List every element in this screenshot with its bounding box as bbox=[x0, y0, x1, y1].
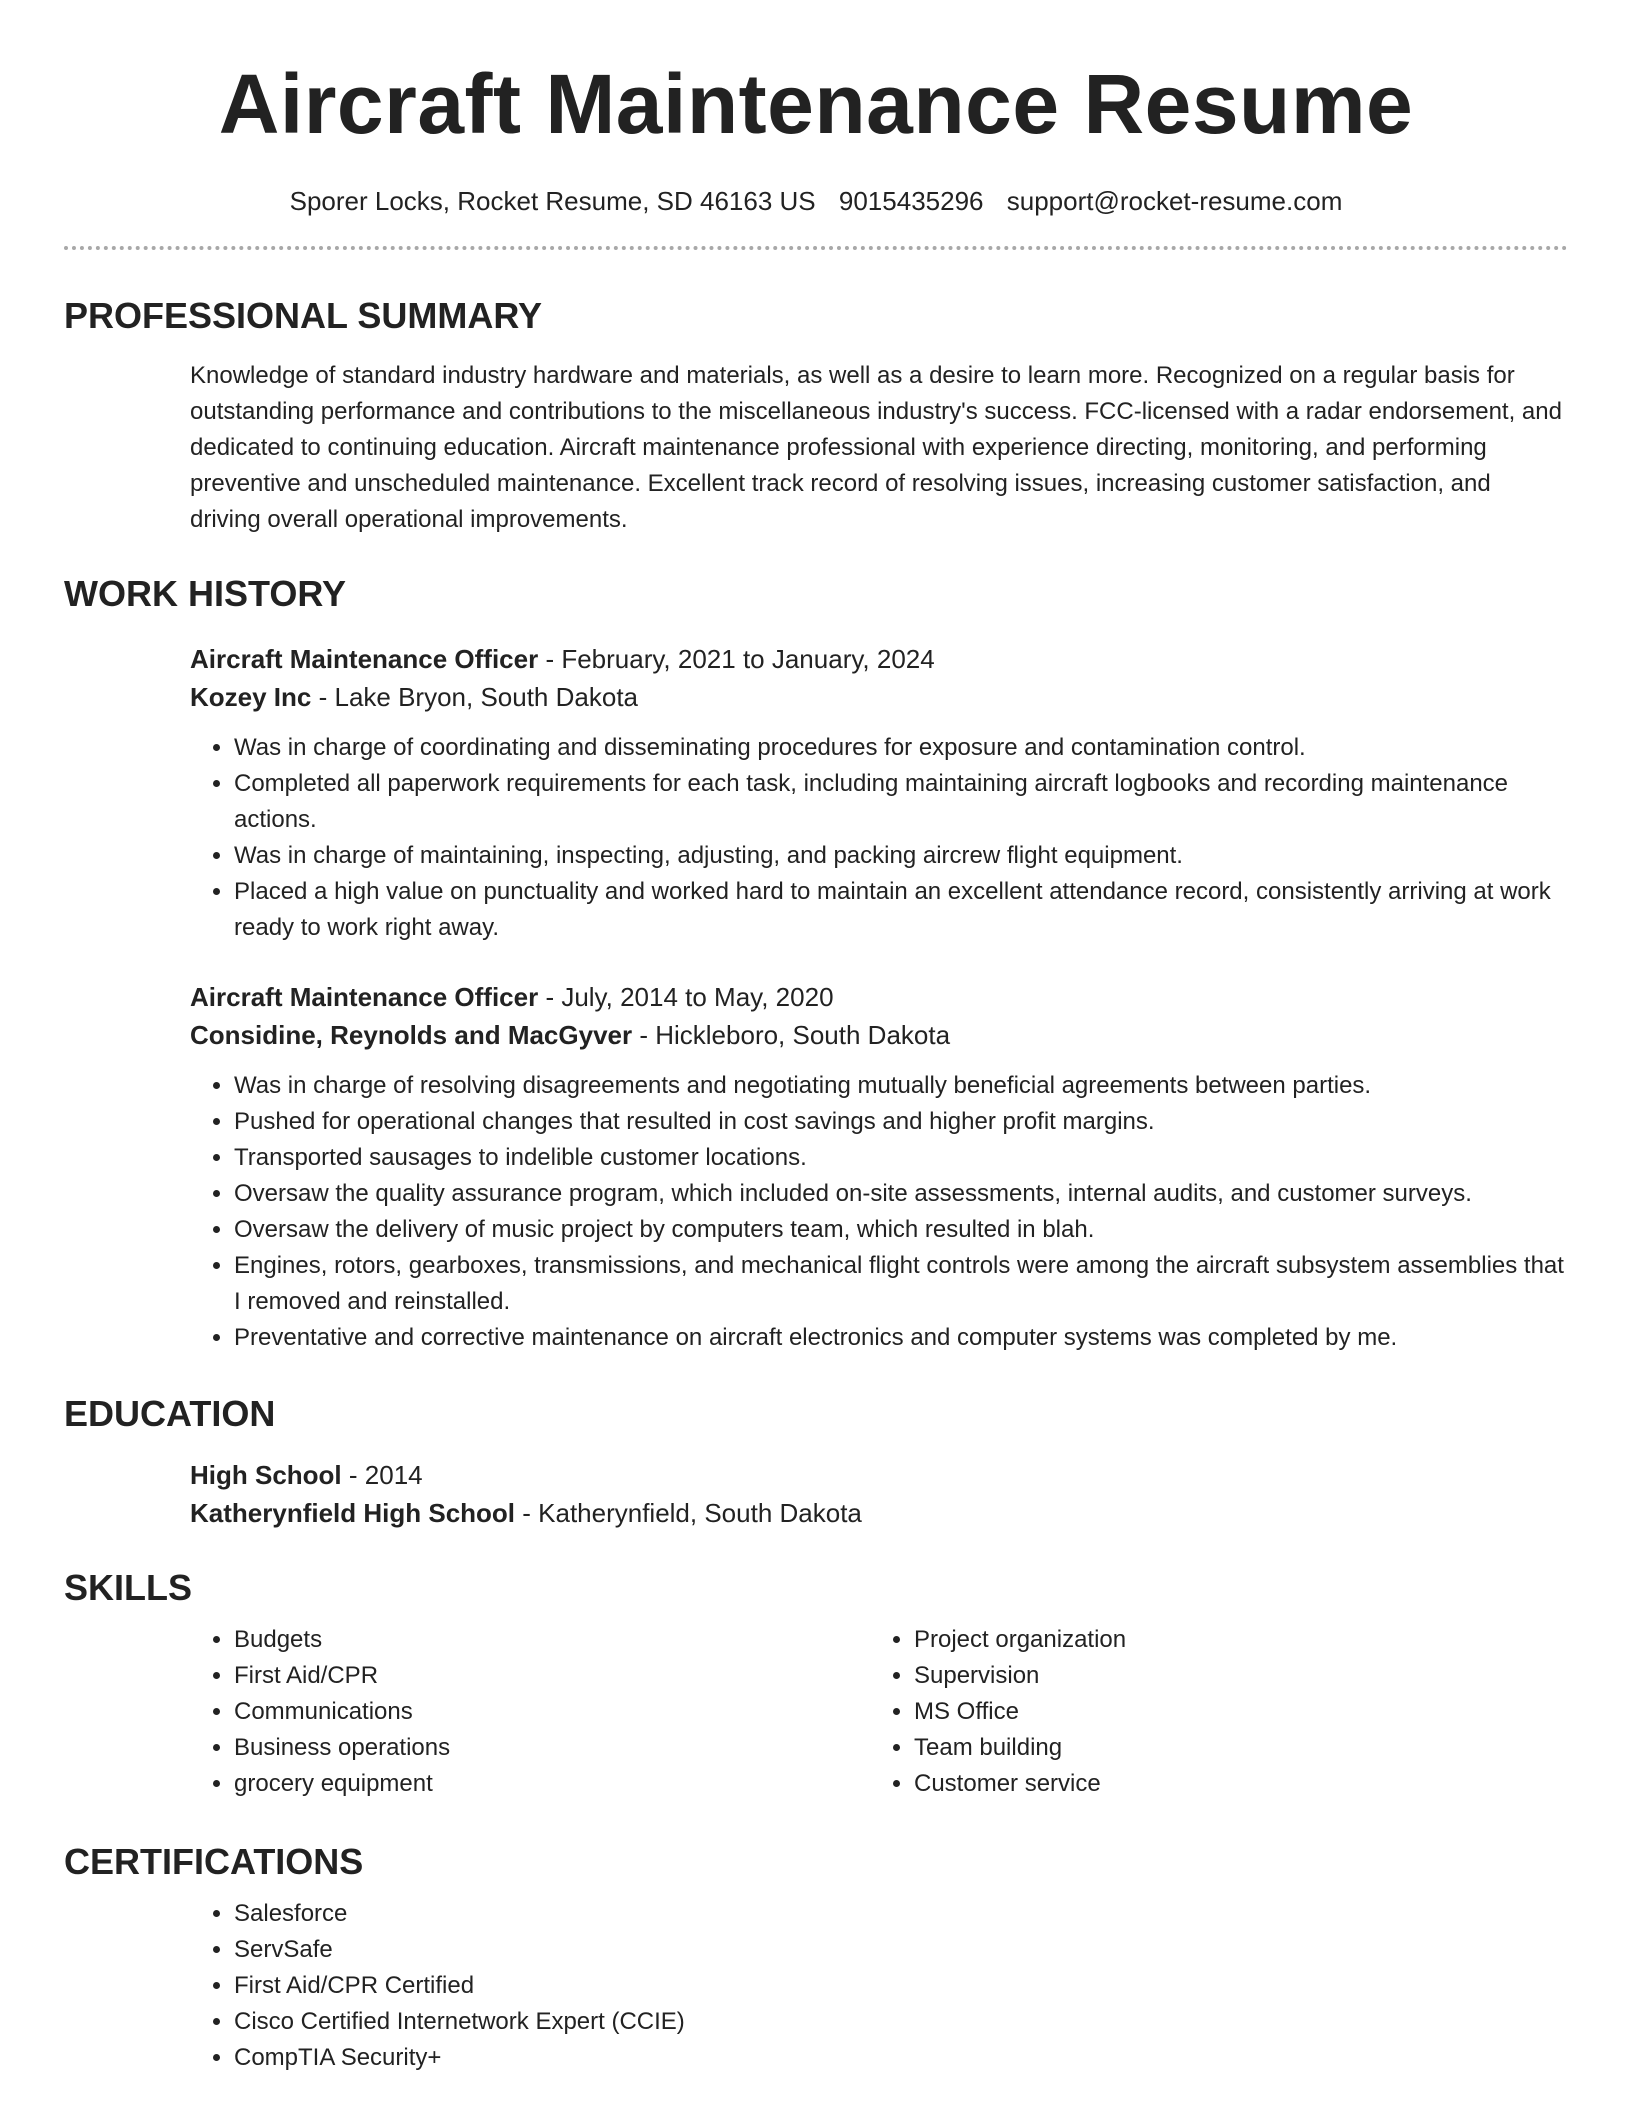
skills-grid bbox=[190, 1622, 1568, 1802]
header-divider bbox=[64, 246, 1568, 250]
certifications-heading: CERTIFICATIONS bbox=[64, 1841, 364, 1882]
skills-column-left bbox=[190, 1622, 870, 1802]
skills-list bbox=[190, 1622, 870, 1802]
education-year: - 2014 bbox=[341, 1460, 423, 1490]
job-entry bbox=[190, 978, 1568, 1356]
certifications bbox=[190, 1896, 1568, 2076]
skills-column-right bbox=[870, 1622, 1550, 1802]
list-item: • Pushed for operational changes that resulted in cost savings and higher profit margins. bbox=[234, 1104, 1568, 1140]
job-location: - Lake Bryon, South Dakota bbox=[311, 682, 638, 712]
list-item: • Preventative and corrective maintenance on aircraft electronics and computer systems was completed by me. bbox=[234, 1320, 1568, 1356]
list-item: • CompTIA Security+ bbox=[234, 2040, 1568, 2076]
list-item: • Customer service bbox=[914, 1766, 1550, 1802]
job-title-line bbox=[190, 640, 1568, 678]
work-history-heading: WORK HISTORY bbox=[64, 573, 347, 614]
list-item: • Budgets bbox=[234, 1622, 870, 1658]
list-item: • Engines, rotors, gearboxes, transmissions, and mechanical flight controls were among the aircraft subsystem assemblies that I removed and reinstalled. bbox=[234, 1248, 1568, 1320]
education-school-line bbox=[190, 1494, 1568, 1532]
job-entry bbox=[190, 640, 1568, 946]
education-entry bbox=[190, 1456, 1568, 1532]
resume-title: Aircraft Maintenance Resume bbox=[218, 57, 1414, 151]
list-item: • Supervision bbox=[914, 1658, 1550, 1694]
contact-email: support@rocket-resume.com bbox=[1006, 186, 1343, 216]
list-item: • First Aid/CPR bbox=[234, 1658, 870, 1694]
contact-line bbox=[64, 184, 1568, 218]
education-school: Katherynfield High School bbox=[190, 1498, 516, 1528]
list-item: • ServSafe bbox=[234, 1932, 1568, 1968]
job-company-line bbox=[190, 1016, 1568, 1054]
job-company: Considine, Reynolds and MacGyver bbox=[190, 1020, 633, 1050]
list-item: • Salesforce bbox=[234, 1896, 1568, 1932]
certifications-list bbox=[190, 1896, 1568, 2076]
list-item: • Business operations bbox=[234, 1730, 870, 1766]
list-item: • MS Office bbox=[914, 1694, 1550, 1730]
education-heading: EDUCATION bbox=[64, 1393, 276, 1434]
summary-heading: PROFESSIONAL SUMMARY bbox=[64, 295, 543, 336]
list-item: • Completed all paperwork requirements for each task, including maintaining aircraft logbooks and recording maintenance actions. bbox=[234, 766, 1568, 838]
work-history bbox=[190, 640, 1568, 1356]
summary-text: Knowledge of standard industry hardware and materials, as well as a desire to learn more. Recognized on a regular basis for outstanding performance and contributions to the miscellaneous industry's success. FCC-licensed with a radar endorsement, and dedicated to continuing education. Aircraft maintenance professional with experience directing, monitoring, and performing preventive and unscheduled maintenance. Excellent track record of resolving issues, increasing customer satisfaction, and driving overall operational improvements. bbox=[190, 362, 1562, 533]
list-item: • Project organization bbox=[914, 1622, 1550, 1658]
job-bullets bbox=[190, 1068, 1568, 1356]
list-item: • Cisco Certified Internetwork Expert (CCIE) bbox=[234, 2004, 1568, 2040]
list-item: • Oversaw the quality assurance program, which included on-site assessments, internal audits, and customer surveys. bbox=[234, 1176, 1568, 1212]
education-degree: High School bbox=[190, 1460, 342, 1490]
list-item: • Placed a high value on punctuality and worked hard to maintain an excellent attendance record, consistently arriving at work ready to work right away. bbox=[234, 874, 1568, 946]
job-dates: - July, 2014 to May, 2020 bbox=[538, 982, 834, 1012]
education-location: - Katherynfield, South Dakota bbox=[515, 1498, 862, 1528]
list-item: • Communications bbox=[234, 1694, 870, 1730]
job-bullets bbox=[190, 730, 1568, 946]
job-title-line bbox=[190, 978, 1568, 1016]
job-company: Kozey Inc bbox=[190, 682, 312, 712]
contact-address: Sporer Locks, Rocket Resume, SD 46163 US bbox=[289, 186, 816, 216]
job-location: - Hickleboro, South Dakota bbox=[632, 1020, 951, 1050]
skills-list bbox=[870, 1622, 1550, 1802]
list-item: • Was in charge of resolving disagreements and negotiating mutually beneficial agreements between parties. bbox=[234, 1068, 1568, 1104]
education-degree-line bbox=[190, 1456, 1568, 1494]
list-item: • First Aid/CPR Certified bbox=[234, 1968, 1568, 2004]
list-item: • Team building bbox=[914, 1730, 1550, 1766]
skills-heading: SKILLS bbox=[64, 1567, 193, 1608]
job-title: Aircraft Maintenance Officer bbox=[190, 982, 539, 1012]
job-company-line bbox=[190, 678, 1568, 716]
contact-phone: 9015435296 bbox=[838, 186, 984, 216]
list-item: • grocery equipment bbox=[234, 1766, 870, 1802]
list-item: • Transported sausages to indelible customer locations. bbox=[234, 1140, 1568, 1176]
list-item: • Oversaw the delivery of music project by computers team, which resulted in blah. bbox=[234, 1212, 1568, 1248]
list-item: • Was in charge of maintaining, inspecting, adjusting, and packing aircrew flight equipment. bbox=[234, 838, 1568, 874]
list-item: • Was in charge of coordinating and disseminating procedures for exposure and contamination control. bbox=[234, 730, 1568, 766]
job-dates: - February, 2021 to January, 2024 bbox=[538, 644, 935, 674]
job-title: Aircraft Maintenance Officer bbox=[190, 644, 539, 674]
